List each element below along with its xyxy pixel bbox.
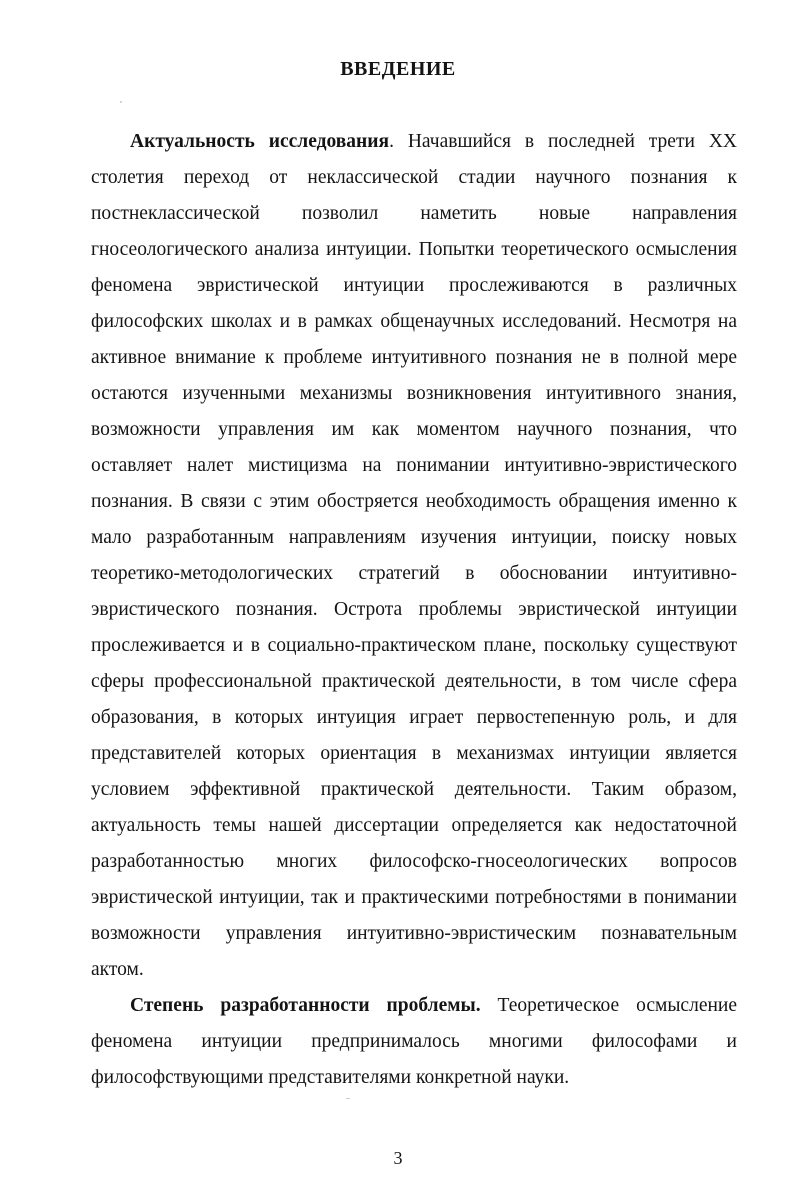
paragraph-line: разработанностью многих философско-гносеологических вопросов xyxy=(91,851,737,872)
paragraph-line: постнеклассической позволил наметить новые направления xyxy=(91,203,737,224)
paragraph-line: остаются изученными механизмы возникновения интуитивного знания, xyxy=(91,383,737,404)
paragraph-line: феномена эвристической интуиции прослеживаются в различных xyxy=(91,275,737,296)
paragraph-line: актуальность темы нашей диссертации определяется как недостаточной xyxy=(91,815,737,836)
paragraph-line: эвристического познания. Острота проблемы эвристической интуиции xyxy=(91,599,737,620)
paragraph-line: представителей которых ориентация в механизмах интуиции является xyxy=(91,743,737,764)
paragraph-line: актом. xyxy=(91,959,144,980)
paragraph-line: сферы профессиональной практической деятельности, в том числе сфера xyxy=(91,671,737,692)
paragraph-line: философских школах и в рамках общенаучных исследований. Несмотря на xyxy=(91,311,737,332)
paragraph-line: теоретико-методологических стратегий в обосновании интуитивно- xyxy=(91,563,737,584)
paragraph-line: активное внимание к проблеме интуитивного познания не в полной мере xyxy=(91,347,737,368)
paragraph-line: феномена интуиции предпринималось многими философами и xyxy=(91,1031,737,1052)
scan-speck xyxy=(120,101,122,103)
section-lead-development: Степень разработанности проблемы. xyxy=(130,995,481,1016)
paragraph-line: познания. В связи с этим обостряется необходимость обращения именно к xyxy=(91,491,737,512)
paragraph-line: столетия переход от неклассической стадии научного познания к xyxy=(91,167,737,188)
paragraph-line: эвристической интуиции, так и практическими потребностями в понимании xyxy=(91,887,737,908)
paragraph-line: прослеживается и в социально-практическом плане, поскольку существуют xyxy=(91,635,737,656)
paragraph-line: гносеологического анализа интуиции. Попытки теоретического осмысления xyxy=(91,239,737,260)
paragraph-text: Теоретическое осмысление xyxy=(480,995,737,1016)
scan-speck xyxy=(346,1098,350,1099)
paragraph-line: оставляет налет мистицизма на понимании интуитивно-эвристического xyxy=(91,455,737,476)
paragraph-line: возможности управления им как моментом научного познания, что xyxy=(91,419,737,440)
paragraph-line: образования, в которых интуиция играет первостепенную роль, и для xyxy=(91,707,737,728)
section-lead-relevance: Актуальность исследования xyxy=(130,131,390,152)
paragraph-line: условием эффективной практической деятельности. Таким образом, xyxy=(91,779,737,800)
paragraph-line: возможности управления интуитивно-эвристическим познавательным xyxy=(91,923,737,944)
paragraph-line: мало разработанным направлениям изучения интуиции, поиску новых xyxy=(91,527,737,548)
paragraph-line: философствующими представителями конкретной науки. xyxy=(91,1067,570,1088)
paragraph-line xyxy=(130,994,737,1018)
page-heading: ВВЕДЕНИЕ xyxy=(340,58,456,80)
paragraph-text: . Начавшийся в последней трети XX xyxy=(389,131,737,152)
page-number: 3 xyxy=(393,1148,403,1168)
paragraph-line xyxy=(130,130,737,154)
